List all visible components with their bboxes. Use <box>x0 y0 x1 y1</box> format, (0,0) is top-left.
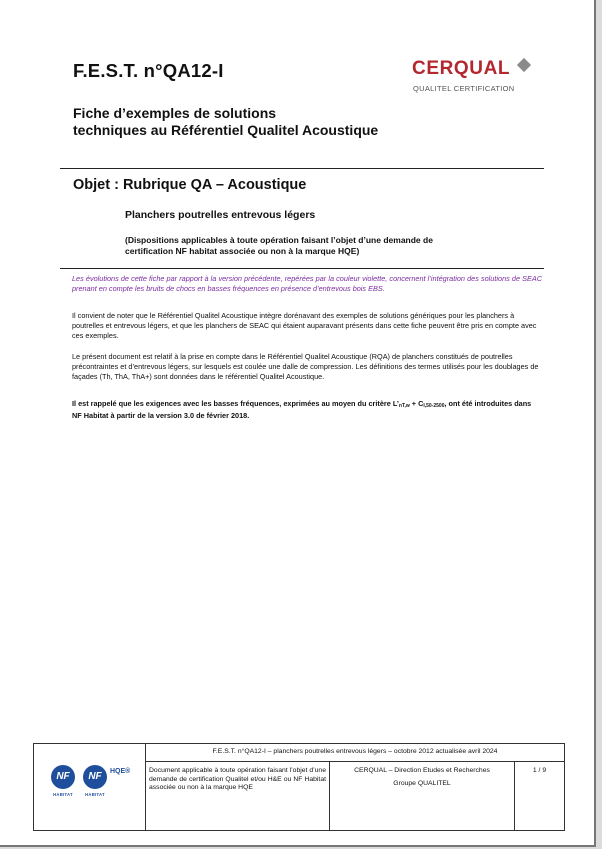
text-segment: , ont été introduites dans NF Habitat à partir de la version 3.0 de février 2018. <box>72 399 532 420</box>
text-segment: + C <box>409 399 424 408</box>
subscript: nT,w <box>398 403 410 409</box>
nf-mark: NF <box>83 765 107 789</box>
diamond-icon <box>517 58 531 72</box>
scope-line: (Dispositions applicables à toute opération faisant l’objet d’une demande de <box>125 235 433 245</box>
text-segment: Il est rappelé que les exigences avec les basses fréquences, exprimées au moyen du critère L’ <box>72 399 399 408</box>
logo-subtitle: QUALITEL CERTIFICATION <box>413 84 515 93</box>
footer-applicability: Document applicable à toute opération faisant l’objet d’une demande de certification Qualitel et/ou H&E ou NF Habitat associée ou non à la marque HQE <box>145 762 330 830</box>
divider <box>60 268 544 269</box>
document-subtitle <box>73 105 493 139</box>
paragraph: Il convient de noter que le Référentiel Qualitel Acoustique intègre dorénavant des exemples de solutions génériques pour les planchers à poutrelles et entrevous légers, et que les planchers de SEAC qui étaient auparavant présents dans cette fiche peuvent être pris en compte avec ces exemples. <box>72 311 537 340</box>
subscript: I,50-2500 <box>423 403 445 409</box>
scope-line: certification NF habitat associée ou non à la marque HQE) <box>125 246 360 256</box>
divider <box>60 168 544 169</box>
subtitle-line: techniques au Référentiel Qualitel Acoustique <box>73 122 379 138</box>
org-line: CERQUAL – Direction Etudes et Recherches <box>354 767 490 774</box>
revision-notice: Les évolutions de cette fiche par rapport à la version précédente, repérées par la couleur violette, concernent l’intégration des solutions de SEAC prenant en compte les bruits de chocs en basses fréquences en présence d’entrevous bois EBS. <box>72 274 542 293</box>
object-subject: Planchers poutrelles entrevous légers <box>125 209 316 221</box>
object-scope <box>125 235 525 257</box>
paragraph: Le présent document est relatif à la prise en compte dans le Référentiel Qualitel Acoustique (RQA) de planchers constitués de poutrelles précontraintes et d’entrevous légers, sur lesquels est coulée une dalle de compression. Les définitions des termes utilisés pour les doublages de façades (Th, ThA, ThA+) sont données dans le référentiel Qualitel Acoustique. <box>72 352 539 381</box>
page-number: 1 / 9 <box>532 767 547 774</box>
nf-label: HABITAT <box>53 792 73 797</box>
footer-title: F.E.S.T. n°QA12-I – planchers poutrelles entrevous légers – octobre 2012 actualisée avril 2024 <box>145 744 564 762</box>
nf-habitat-hqe-logo <box>82 765 131 799</box>
subtitle-line: Fiche d’exemples de solutions <box>73 105 277 121</box>
logo-name: CERQUAL <box>412 58 511 79</box>
document-id: F.E.S.T. n°QA12-I <box>73 60 224 81</box>
certification-logos <box>34 744 145 830</box>
page-footer <box>33 743 565 831</box>
nf-mark: NF <box>51 765 75 789</box>
requirement-paragraph <box>72 399 542 421</box>
nf-habitat-logo <box>50 765 76 799</box>
footer-organization <box>330 762 515 830</box>
hqe-mark: HQE® <box>110 768 131 775</box>
object-title: Objet : Rubrique QA – Acoustique <box>73 177 307 193</box>
org-line: Groupe QUALITEL <box>393 779 451 787</box>
nf-label: HABITAT <box>85 792 105 797</box>
